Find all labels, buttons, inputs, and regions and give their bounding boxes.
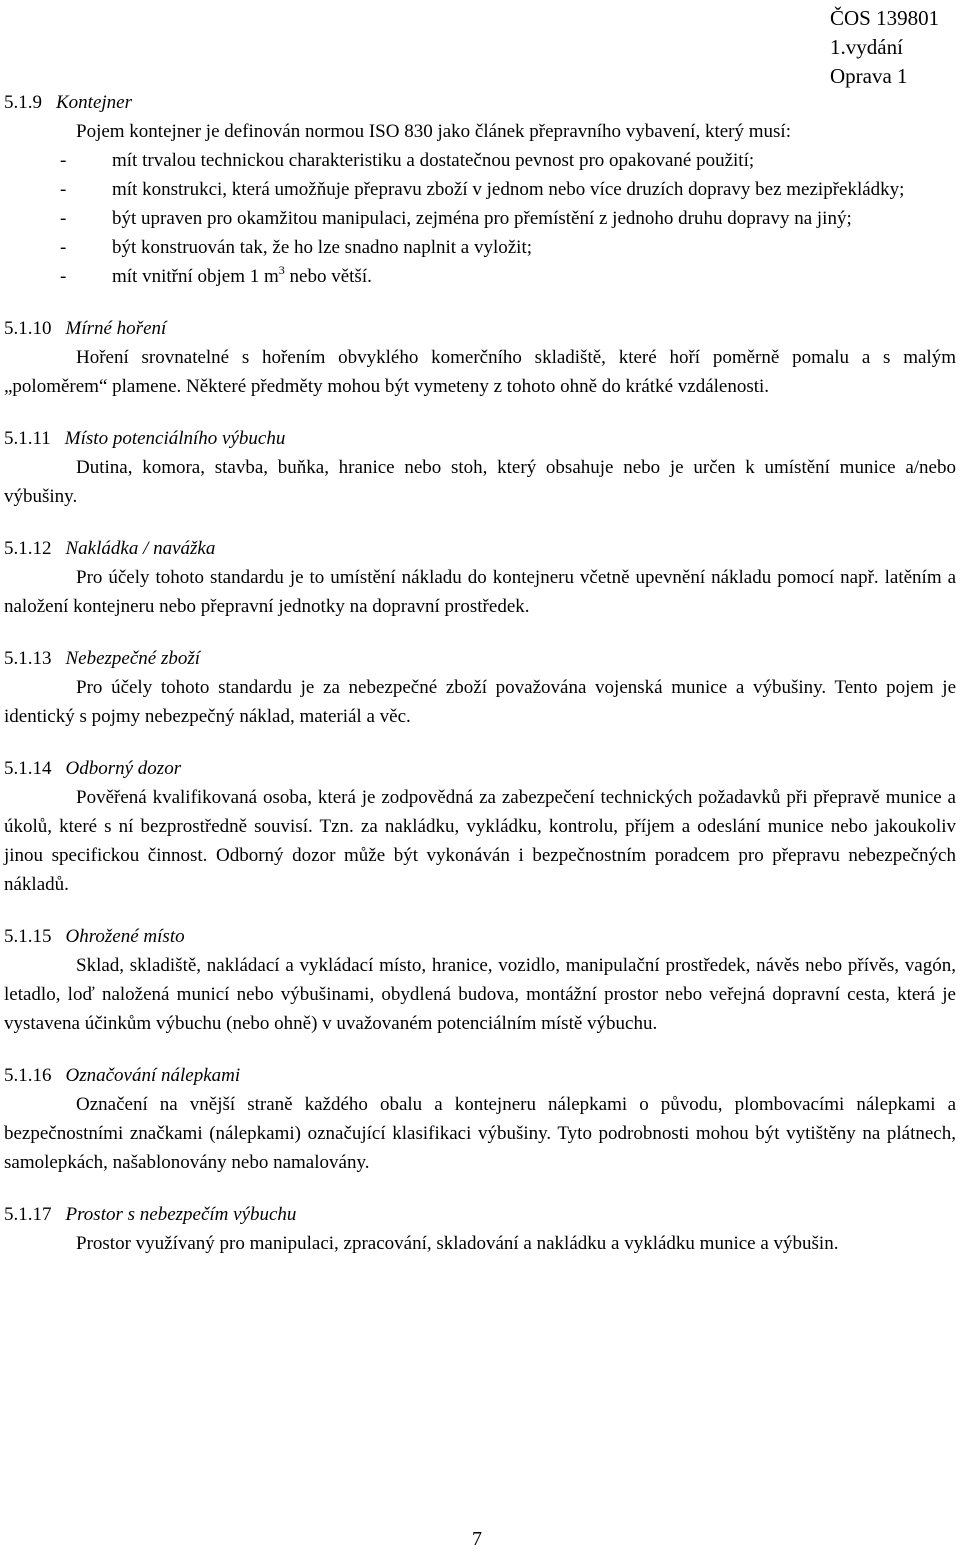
section-heading	[4, 424, 956, 453]
section-5-1-14	[4, 754, 956, 899]
list-item: - mít trvalou technickou charakteristiku a dostatečnou pevnost pro opakované použití;	[60, 150, 755, 171]
section-text: Pro účely tohoto standardu je to umístění nákladu do kontejneru včetně upevnění nákladu pomocí např. latěním a naložení kontejneru nebo přepravní jednotky na dopravní prostředek.	[4, 567, 956, 617]
section-heading	[4, 644, 956, 673]
section-number: 5.1.9	[4, 92, 42, 113]
section-5-1-15	[4, 922, 956, 1038]
section-text: Pro účely tohoto standardu je za nebezpečné zboží považována vojenská munice a výbušiny. Tento pojem je identický s pojmy nebezpečný náklad, materiál a věc.	[4, 677, 956, 727]
page-number: 7	[472, 1528, 482, 1550]
section-5-1-16	[4, 1061, 956, 1177]
requirements-list	[4, 146, 956, 291]
section-5-1-12	[4, 534, 956, 621]
section-number: 5.1.16	[4, 1065, 52, 1086]
section-heading	[4, 534, 956, 563]
section-text: Hoření srovnatelné s hořením obvyklého komerčního skladiště, které hoří poměrně pomalu a s malým „poloměrem“ plamene. Některé předměty mohou být vymeteny z tohoto ohně do krátké vzdálenosti.	[4, 347, 956, 397]
section-text: Prostor využívaný pro manipulaci, zpracování, skladování a nakládku a vykládku munice a výbušin.	[76, 1233, 839, 1254]
section-5-1-9	[4, 88, 956, 291]
section-title: Ohrožené místo	[65, 926, 185, 947]
section-number: 5.1.14	[4, 758, 52, 779]
section-number: 5.1.13	[4, 648, 52, 669]
section-number: 5.1.12	[4, 538, 52, 559]
section-heading	[4, 1200, 956, 1229]
edition-label: 1.vydání	[830, 35, 903, 59]
section-title: Mírné hoření	[65, 318, 167, 339]
section-title: Označování nálepkami	[65, 1065, 241, 1086]
section-5-1-11	[4, 424, 956, 511]
list-item: - mít konstrukci, která umožňuje přepravu zboží v jednom nebo více druzích dopravy bez mezipřekládky;	[60, 179, 905, 200]
section-title: Kontejner	[56, 92, 132, 113]
section-title: Prostor s nebezpečím výbuchu	[65, 1204, 297, 1225]
section-title: Nakládka / navážka	[65, 538, 216, 559]
section-heading	[4, 88, 956, 117]
section-5-1-17	[4, 1200, 956, 1258]
list-item: - být konstruován tak, že ho lze snadno naplnit a vyložit;	[60, 237, 533, 258]
section-5-1-13	[4, 644, 956, 731]
list-item: - mít vnitřní objem 1 $m^3$ nebo větší.	[60, 263, 372, 287]
section-text: Sklad, skladiště, nakládací a vykládací místo, hranice, vozidlo, manipulační prostředek, návěs nebo přívěs, vagón, letadlo, loď naložená municí nebo výbušinami, obydlená budova, montážní prostor nebo veřejná dopravní cesta, která je vystavena účinkům výbuchu (nebo ohně) v uvažovaném potenciálním místě výbuchu.	[4, 955, 956, 1034]
section-5-1-10	[4, 314, 956, 401]
correction-label: Oprava 1	[830, 64, 908, 88]
section-number: 5.1.17	[4, 1204, 52, 1225]
standard-code: ČOS 139801	[830, 6, 940, 30]
document-body	[4, 88, 956, 1258]
document-header	[830, 4, 939, 91]
section-text: Dutina, komora, stavba, buňka, hranice nebo stoh, který obsahuje nebo je určen k umístění munice a/nebo výbušiny.	[4, 457, 956, 507]
section-number: 5.1.11	[4, 428, 51, 449]
section-heading	[4, 1061, 956, 1090]
section-intro: Pojem kontejner je definován normou ISO 830 jako článek přepravního vybavení, který musí:	[76, 121, 791, 142]
section-title: Místo potenciálního výbuchu	[64, 428, 286, 449]
section-text: Pověřená kvalifikovaná osoba, která je zodpovědná za zabezpečení technických požadavků při přepravě munice a úkolů, které s ní bezprostředně souvisí. Tzn. za nakládku, vykládku, kontrolu, příjem a odeslání munice nebo jakoukoliv jinou specifickou činnost. Odborný dozor může být vykonáván i bezpečnostním poradcem pro přepravu nebezpečných nákladů.	[4, 787, 956, 895]
list-item: - být upraven pro okamžitou manipulaci, zejména pro přemístění z jednoho druhu dopravy na jiný;	[60, 208, 852, 229]
section-heading	[4, 754, 956, 783]
section-text: Označení na vnější straně každého obalu a kontejneru nálepkami o původu, plombovacími nálepkami a bezpečnostními značkami (nálepkami) označující klasifikaci výbušiny. Tyto podrobnosti mohou být vytištěny na plátnech, samolepkách, našablonovány nebo namalovány.	[4, 1094, 956, 1173]
section-number: 5.1.10	[4, 318, 52, 339]
section-heading	[4, 922, 956, 951]
section-title: Nebezpečné zboží	[65, 648, 201, 669]
section-heading	[4, 314, 956, 343]
superscript: 3	[278, 263, 285, 277]
section-title: Odborný dozor	[65, 758, 182, 779]
section-number: 5.1.15	[4, 926, 52, 947]
